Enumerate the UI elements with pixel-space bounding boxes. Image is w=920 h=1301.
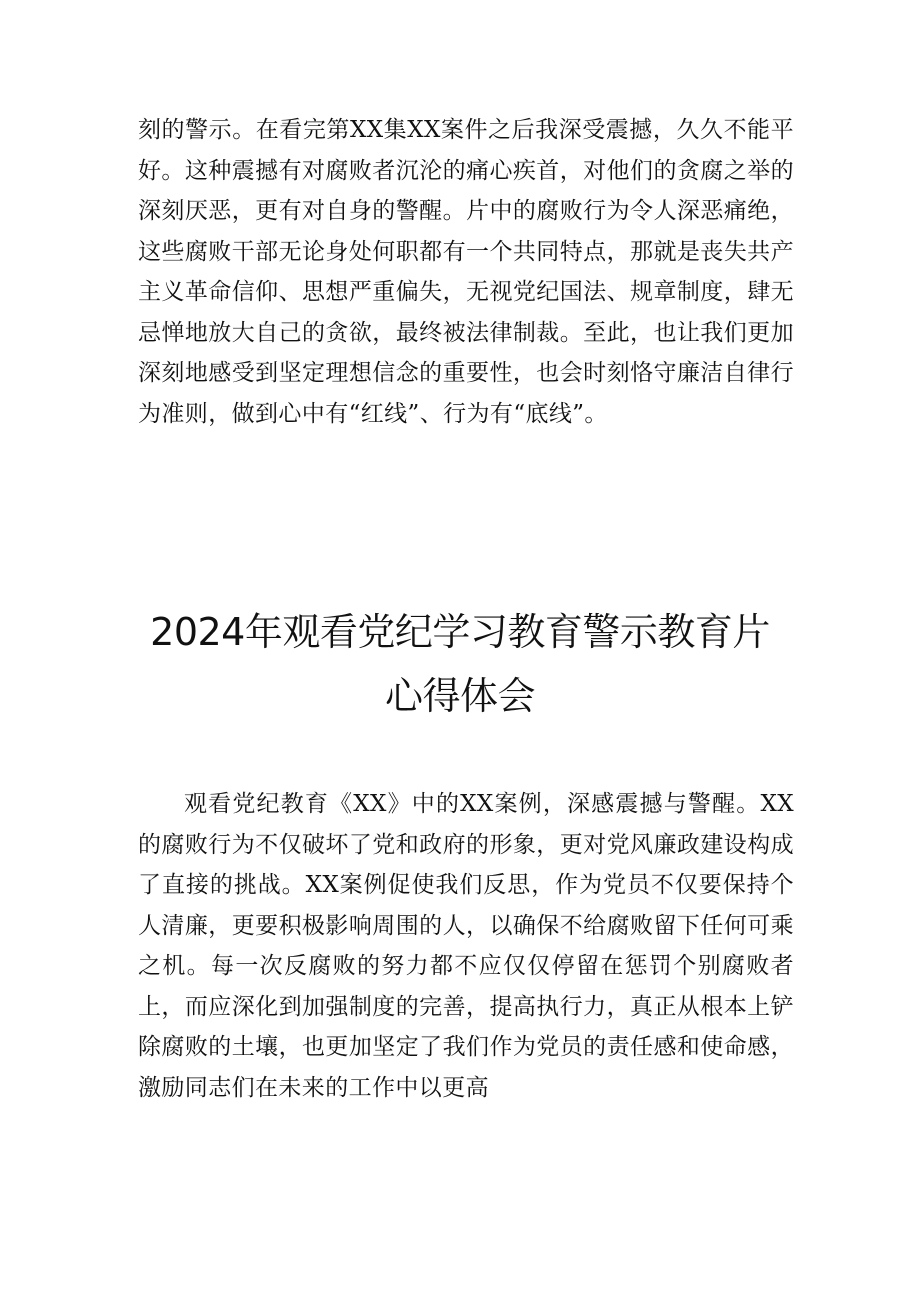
essay-title-line-1: 2024年观看党纪学习教育警示教育片 bbox=[150, 610, 770, 654]
body-paragraph-opening: 观看党纪教育《XX》中的XX案例，深感震撼与警醒。XX的腐败行为不仅破坏了党和政府的形象，更对党风廉政建设构成了直接的挑战。XX案例促使我们反思，作为党员不仅要保持个人清廉，更要积极影响周围的人，以确保不给腐败留下任何可乘之机。每一次反腐败的努力都不应仅仅停留在惩罚个别腐败者上，而应深化到加强制度的完善，提高执行力，真正从根本上铲除腐败的土壤，也更加坚定了我们作为党员的责任感和使命感，激励同志们在未来的工作中以更高 bbox=[138, 791, 794, 1101]
essay-title bbox=[110, 600, 810, 728]
body-paragraph-continued: 刻的警示。在看完第XX集XX案件之后我深受震撼，久久不能平好。这种震撼有对腐败者沉沦的痛心疾首，对他们的贪腐之举的深刻厌恶，更有对自身的警醒。片中的腐败行为令人深恶痛绝，这些腐败干部无论身处何职都有一个共同特点，那就是丧失共产主义革命信仰、思想严重偏失，无视党纪国法、规章制度，肆无忌惮地放大自己的贪欲，最终被法律制裁。至此，也让我们更加深刻地感受到坚定理想信念的重要性，也会时刻恪守廉洁自律行为准则，做到心中有“红线”、行为有“底线”。 bbox=[138, 117, 794, 427]
essay-title-line-2: 心得体会 bbox=[384, 674, 535, 718]
